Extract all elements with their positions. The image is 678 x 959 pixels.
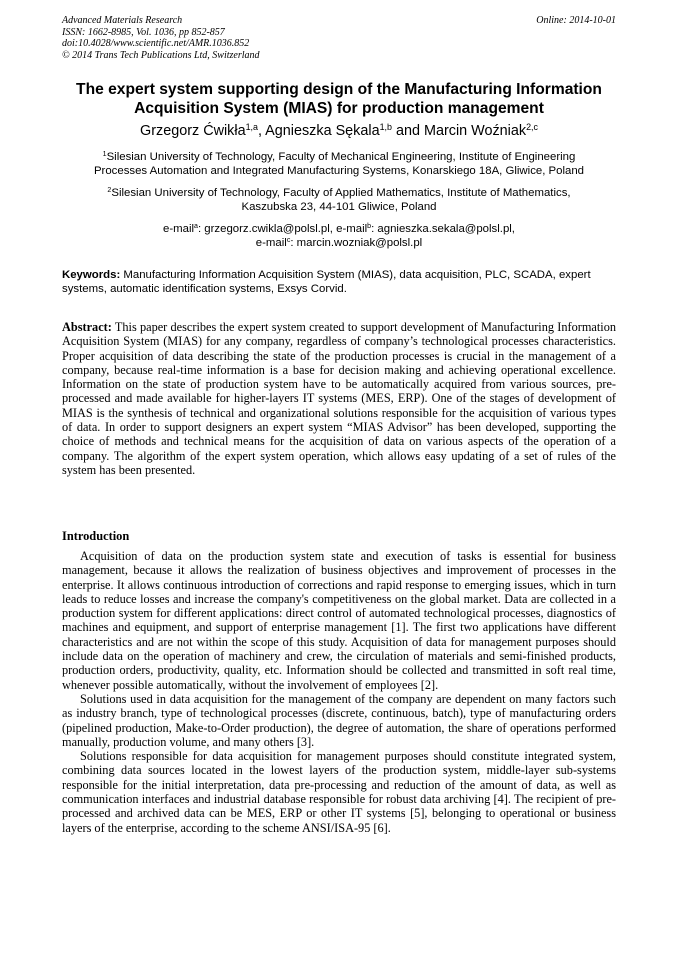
affiliation-line: Silesian University of Technology, Faculty of Mechanical Engineering, Institute of Engineering <box>106 151 576 163</box>
affiliation-2 <box>56 186 622 214</box>
email-label: e-mail <box>336 223 368 235</box>
section-heading-introduction: Introduction <box>62 529 130 543</box>
affiliation-line: Kaszubska 23, 44-101 Gliwice, Poland <box>241 201 437 213</box>
affiliation-line: Processes Automation and Integrated Manufacturing Systems, Konarskiego 18A, Gliwice, Poland <box>93 165 585 177</box>
title-line-2: Acquisition System (MIAS) for production management <box>134 100 544 117</box>
author-sep: and <box>391 123 424 139</box>
affiliation-sup: 2 <box>107 187 112 195</box>
email-link-c[interactable]: : marcin.wozniak@polsl.pl <box>290 237 423 249</box>
author-sep: , <box>257 123 266 139</box>
keywords-text: Manufacturing Information Acquisition System (MIAS), data acquisition, PLC, SCADA, expert systems, automatic identification systems, Exsys Corvid. <box>62 269 591 295</box>
paper-title <box>48 80 630 118</box>
email-link-a[interactable]: : grzegorz.cwikla@polsl.pl, <box>197 223 337 235</box>
author-sup: 1,b <box>379 122 392 133</box>
copyright: © 2014 Trans Tech Publications Ltd, Switzerland <box>62 49 260 61</box>
email-label: e-mail <box>255 237 287 249</box>
email-sup: b <box>367 223 372 231</box>
author-sup: 2,c <box>526 122 538 133</box>
online-date: Online: 2014-10-01 <box>536 15 616 26</box>
title-line-1: The expert system supporting design of the Manufacturing Information <box>76 81 602 98</box>
keywords <box>62 268 616 296</box>
author-name: Agnieszka Sękala <box>265 123 380 139</box>
issn: ISSN: 1662-8985, Vol. 1036, pp 852-857 <box>62 26 225 38</box>
paragraph: Solutions used in data acquisition for the management of the company are dependent on many factors such as industry branch, type of technological processes (discrete, continuous, batch), type of manufacturing orders (pipelined production, Make-to-Order production), the degree of automation, the share of operations performed manually, production volume, and many others [3]. <box>62 691 616 749</box>
journal-header <box>62 15 616 61</box>
affiliation-sup: 1 <box>102 151 107 159</box>
introduction-body <box>62 549 616 835</box>
author-name: Marcin Woźniak <box>423 123 527 139</box>
journal-name: Advanced Materials Research <box>62 15 183 26</box>
paragraph: Acquisition of data on the production system state and execution of tasks is essential for business management, because it allows the realization of business objectives and improvement of processes in the enterprise. It allows continuous introduction of corrections and rapid response to emerging issues, which in turn leads to reduce losses and increase the company's competitiveness on the global market. Data are collected in a production system for different applications: direct control of automated technological processes, diagnostics of machines and equipment, and support of enterprise management [1]. The first two applications have different characteristics and are not within the scope of this study. Acquisition of data for management purposes should include data on the operation of machinery and crew, the circulation of materials and semi-finished products, production orders, productivity, quality, etc. Information should be collected and transmitted in soft real time, whenever possible automatically, without the involvement of employees [2]. <box>62 549 616 692</box>
email-sup: c <box>286 237 291 245</box>
author-name: Grzegorz Ćwikła <box>140 123 246 139</box>
email-sup: a <box>194 223 198 231</box>
email-label: e-mail <box>163 223 195 235</box>
keywords-label: Keywords: <box>62 269 121 281</box>
paragraph: Solutions responsible for data acquisition for management purposes should constitute integrated system, combining data sources located in the lowest layers of the production system, middle-layer sub-systems responsible for the initial interpretation, data pre-processing and reduction of the amount of data, as well as communication interfaces and industrial database responsible for robust data archiving [4]. The recipient of pre-processed and archived data can be MES, ERP or other IT systems [5], belonging to operational or business layers of the enterprise, according to the scheme ANSI/ISA-95 [6]. <box>62 749 616 835</box>
abstract-label: Abstract: <box>62 320 112 334</box>
email-link-b[interactable]: : agnieszka.sekala@polsl.pl, <box>371 223 515 235</box>
abstract-text: This paper describes the expert system created to support development of Manufacturing Information Acquisition System (MIAS) for any company, regardless of company’s technological processes characteristics. Proper acquisition of data describing the state of the production processes is crucial in the management of a company, because real-time information is a base for decision making and achieving operational excellence. Information on the state of production system have to be automatically acquired from various sources, pre-processed and made available for higher-layers IT systems (MES, ERP). One of the stages of development of MIAS is the synthesis of technical and organizational solutions responsible for the acquisition of various types of data. In order to support designers an expert system “MIAS Advisor” has been developed, supporting the choice of methods and technical means for the acquisition of data on various aspects of the operation of a company. The algorithm of the expert system operation, which allows easy updating of a set of rules of the system has been presented. <box>62 320 616 477</box>
affiliation-1 <box>56 150 622 178</box>
affiliation-line: Silesian University of Technology, Faculty of Applied Mathematics, Institute of Mathematics, <box>111 187 571 199</box>
abstract <box>62 320 616 477</box>
author-list <box>48 122 630 140</box>
doi: doi:10.4028/www.scientific.net/AMR.1036.852 <box>62 38 250 50</box>
email-block <box>56 222 622 250</box>
author-sup: 1,a <box>245 122 258 133</box>
